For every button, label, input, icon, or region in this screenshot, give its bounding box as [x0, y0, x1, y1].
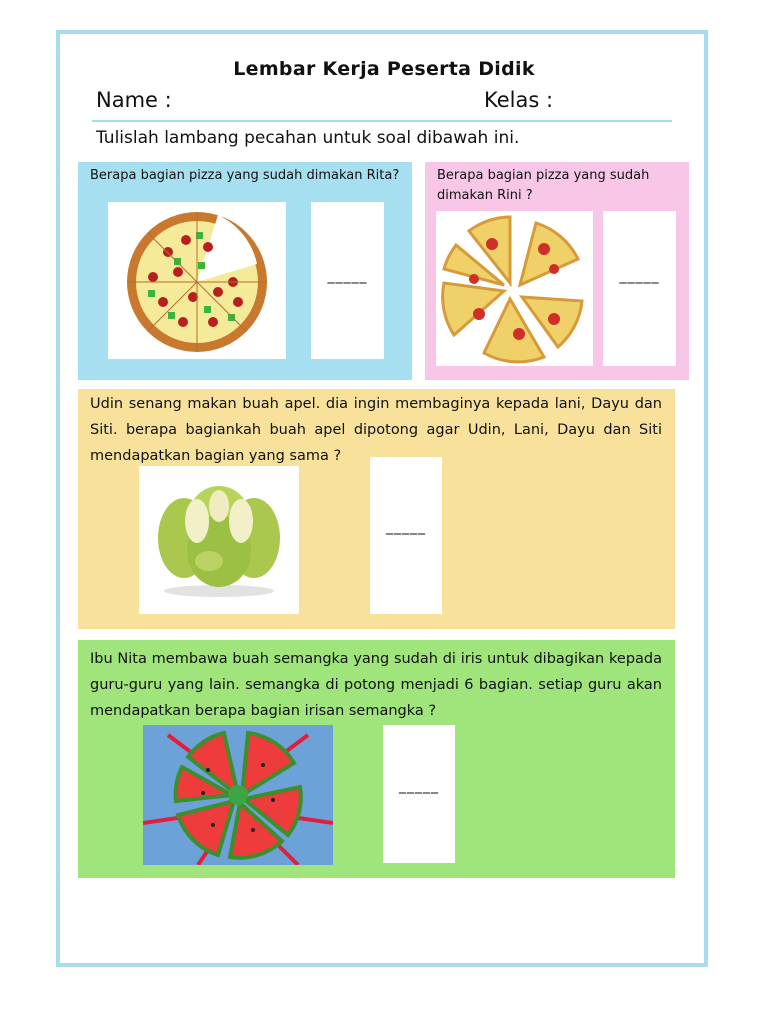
pizza-icon: [108, 202, 286, 359]
answer-box-1[interactable]: [311, 202, 384, 359]
name-label: Name :: [96, 88, 172, 112]
question-4-text: Ibu Nita membawa buah semangka yang sudah di iris untuk dibagikan kepada guru-guru yang lain. semangka di potong menjadi 6 bagian. setiap guru akan mendapatkan berapa bagian irisan semangka ?: [90, 651, 662, 719]
question-3-text: Udin senang makan buah apel. dia ingin membaginya kepada lani, Dayu dan Siti. berapa bagiankah buah apel dipotong agar Udin, Lani, Dayu dan Siti mendapatkan bagian yang sama ?: [90, 396, 662, 464]
question-4-box: [78, 640, 675, 878]
question-2-text: Berapa bagian pizza yang sudah dimakan Rini ?: [437, 168, 650, 203]
instruction-text: Tulislah lambang pecahan untuk soal dibawah ini.: [96, 128, 520, 148]
answer-blank-3: _____: [386, 519, 426, 535]
answer-blank-4: _____: [399, 778, 439, 794]
question-1-text: Berapa bagian pizza yang sudah dimakan Rita?: [90, 168, 400, 183]
apple-icon: [139, 466, 299, 614]
worksheet-title: Lembar Kerja Peserta Didik: [233, 58, 535, 80]
answer-blank-1: _____: [327, 268, 368, 284]
pizza-slices-icon: [436, 211, 593, 366]
answer-blank-2: _____: [619, 268, 660, 284]
answer-box-3[interactable]: [370, 457, 442, 614]
question-3-box: [78, 389, 675, 629]
answer-box-4[interactable]: [383, 725, 455, 863]
kelas-label: Kelas :: [484, 88, 554, 112]
header-divider: [92, 120, 672, 122]
answer-box-2[interactable]: [603, 211, 676, 366]
question-1-box: [78, 162, 412, 380]
question-2-box: [425, 162, 689, 380]
watermelon-icon: [143, 725, 333, 865]
